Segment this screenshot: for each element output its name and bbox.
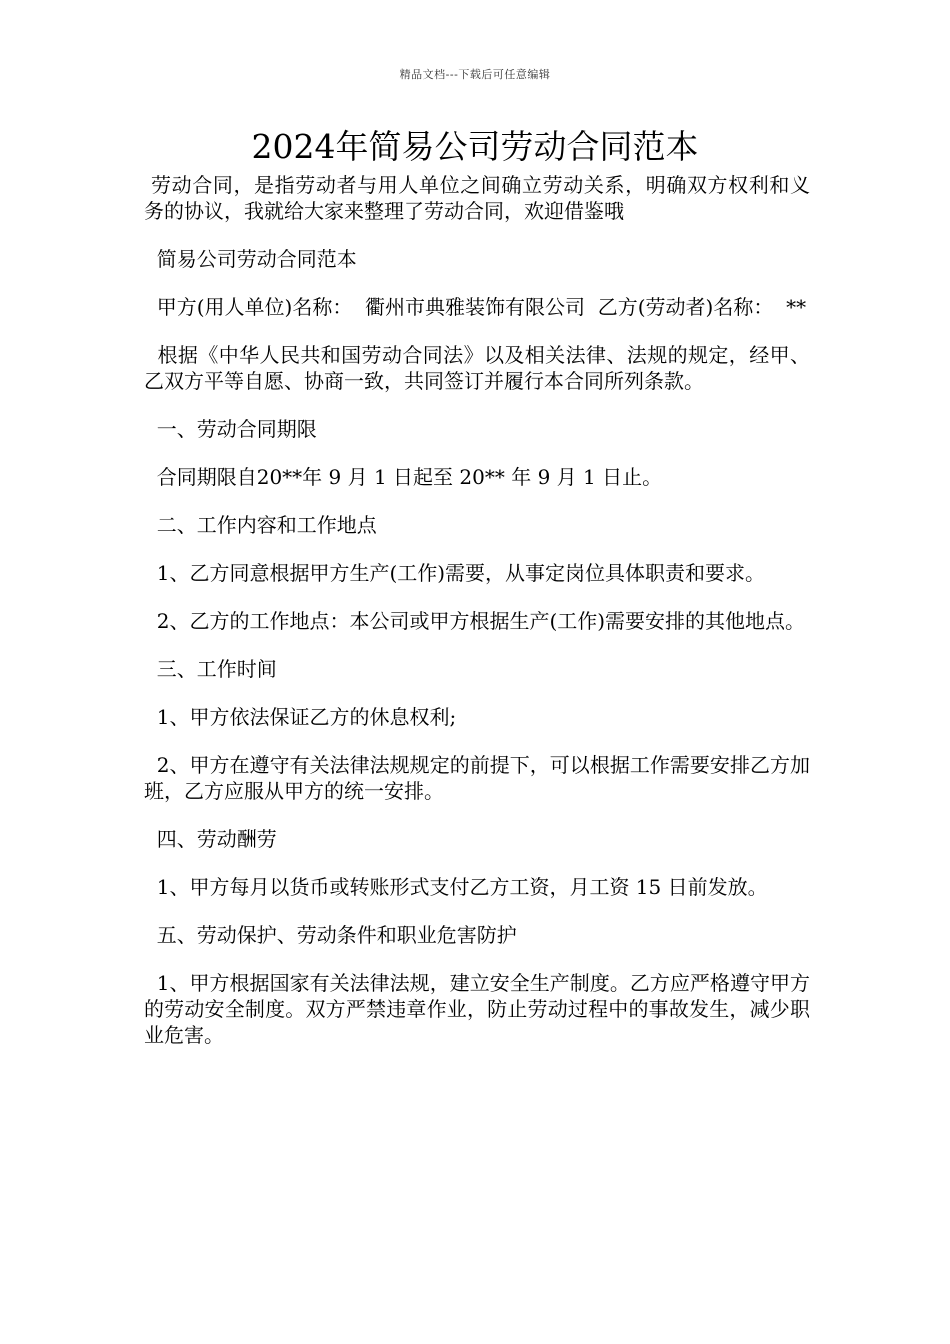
document-title: 2024年简易公司劳动合同范本 — [251, 127, 699, 166]
clause-paragraph: 1、甲方依法保证乙方的休息权利; — [144, 705, 457, 729]
clause-paragraph: 2、乙方的工作地点：本公司或甲方根据生产(工作)需要安排的其他地点。 — [144, 609, 806, 633]
section-heading: 四、劳动酬劳 — [144, 827, 277, 851]
clause-paragraph: 合同期限自20**年 9 月 1 日起至 20** 年 9 月 1 日止。 — [144, 465, 663, 489]
document-body — [144, 172, 810, 1048]
section-heading: 二、工作内容和工作地点 — [144, 513, 377, 537]
section-heading: 五、劳动保护、劳动条件和职业危害防护 — [144, 923, 517, 947]
subtitle-paragraph: 简易公司劳动合同范本 — [144, 247, 357, 271]
section-heading: 三、工作时间 — [144, 657, 277, 681]
section-heading: 一、劳动合同期限 — [144, 417, 317, 441]
parties-paragraph: 甲方(用人单位)名称： 衢州市典雅装饰有限公司 乙方(劳动者)名称： ** — [144, 295, 807, 319]
clause-paragraph: 1、甲方每月以货币或转账形式支付乙方工资，月工资 15 日前发放。 — [144, 875, 768, 899]
clause-paragraph: 1、乙方同意根据甲方生产(工作)需要，从事定岗位具体职责和要求。 — [144, 561, 766, 585]
clause-paragraph: 2、甲方在遵守有关法律法规规定的前提下，可以根据工作需要安排乙方加班，乙方应服从甲方的统一安排。 — [144, 753, 810, 803]
intro-paragraph: 劳动合同，是指劳动者与用人单位之间确立劳动关系，明确双方权利和义务的协议，我就给大家来整理了劳动合同，欢迎借鉴哦 — [144, 173, 811, 223]
header-note: 精品文档---下载后可任意编辑 — [399, 68, 551, 81]
clause-paragraph: 1、甲方根据国家有关法律法规，建立安全生产制度。乙方应严格遵守甲方的劳动安全制度。双方严禁违章作业，防止劳动过程中的事故发生，减少职业危害。 — [144, 971, 810, 1047]
preamble-paragraph: 根据《中华人民共和国劳动合同法》以及相关法律、法规的规定，经甲、乙双方平等自愿、协商一致，共同签订并履行本合同所列条款。 — [144, 343, 811, 393]
